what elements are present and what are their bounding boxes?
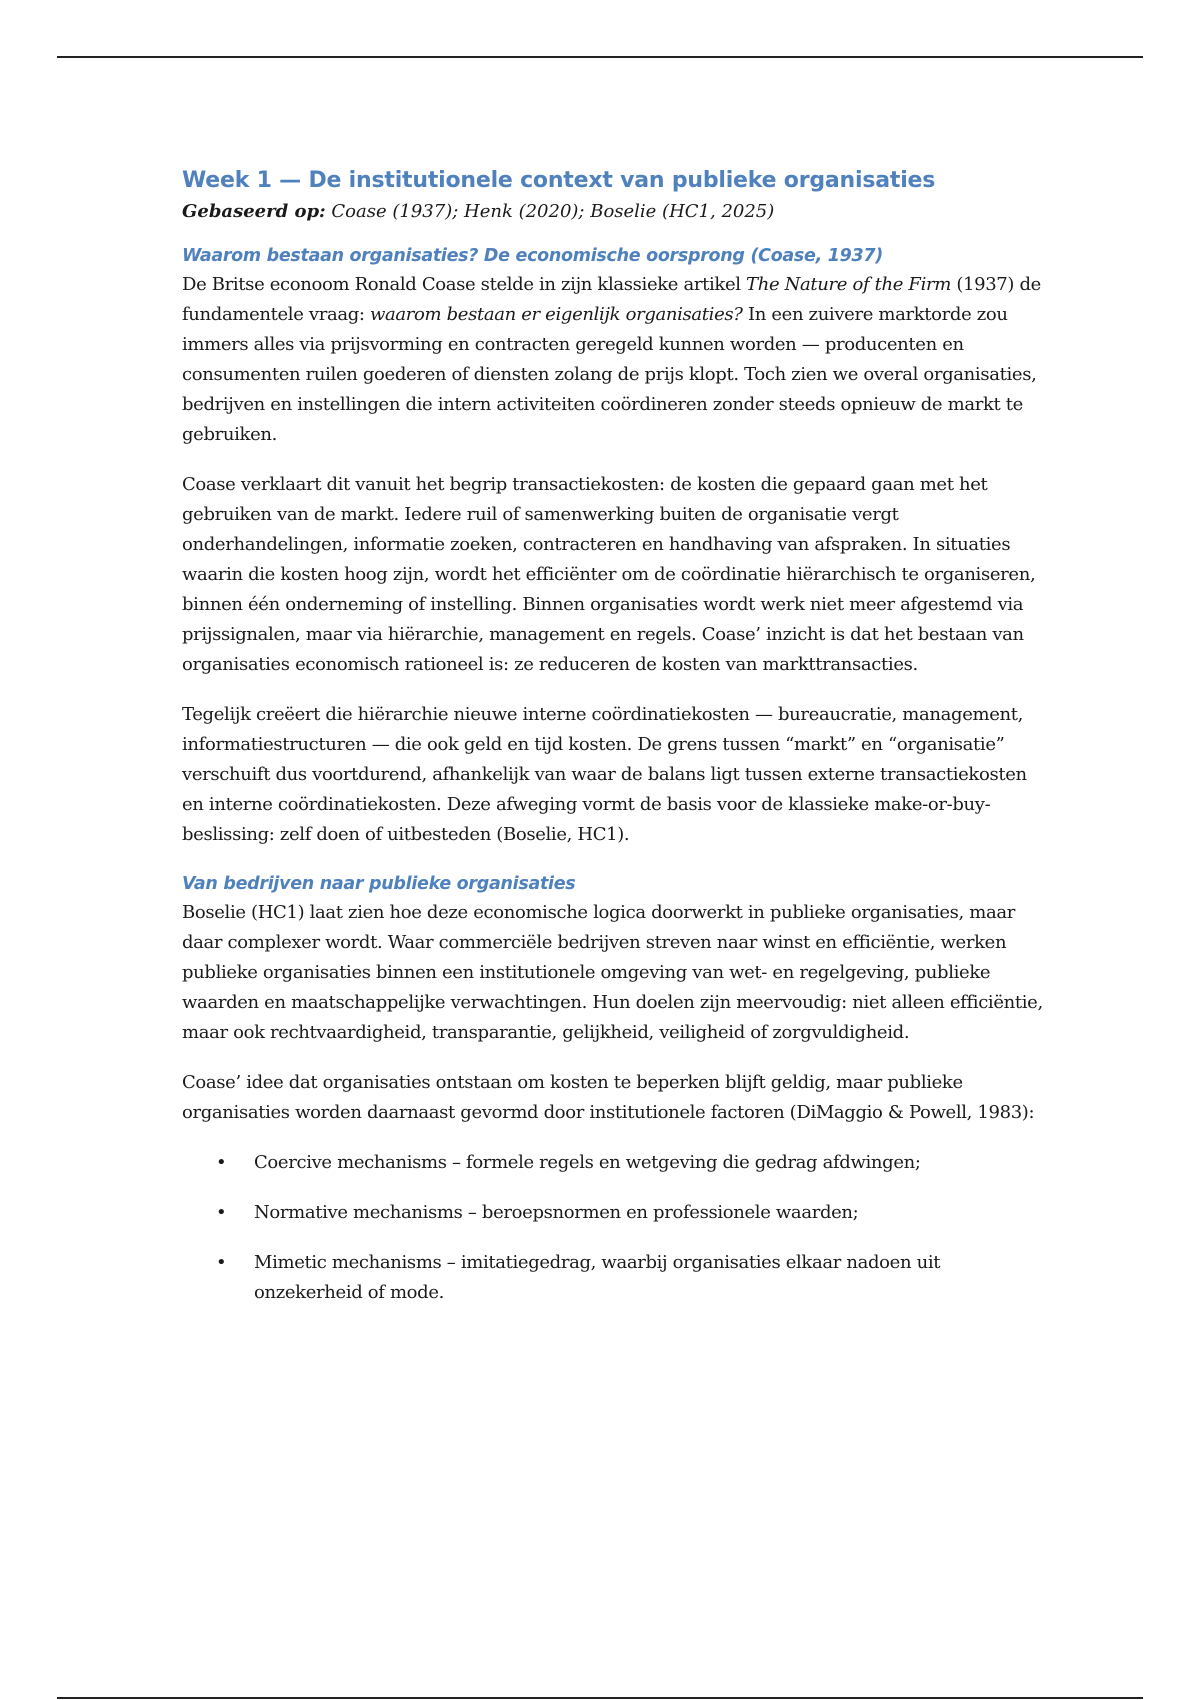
- list-item-mimetic: [182, 1248, 1052, 1308]
- document-title: Week 1 — De institutionele context van publieke organisaties: [182, 168, 936, 193]
- document-body: [182, 164, 1052, 1328]
- article-title: The Nature of the Firm: [746, 274, 951, 295]
- header-rule: [57, 56, 1143, 58]
- paragraph-coase-intro: [182, 270, 1052, 450]
- paragraph-text: (1937) de fundamentele vraag:: [182, 274, 1041, 325]
- section-heading-public: Van bedrijven naar publieke organisaties: [182, 874, 576, 894]
- list-item-normative: [182, 1198, 1052, 1228]
- list-item-text: Coercive mechanisms – formele regels en wetgeving die gedrag afdwingen;: [254, 1152, 921, 1173]
- paragraph-institutional-factors: Coase’ idee dat organisaties ontstaan om kosten te beperken blijft geldig, maar publieke organisaties worden daarnaast gevormd door institutionele factoren (DiMaggio & Powell, 1983):: [182, 1072, 1035, 1123]
- paragraph-public-organisations: Boselie (HC1) laat zien hoe deze economische logica doorwerkt in publieke organisaties, maar daar complexer wordt. Waar commerciële bedrijven streven naar winst en efficiëntie, werken publieke organisaties binnen een institutionele omgeving van wet- en regelgeving, publieke waarden en maatschappelijke verwachtingen. Hun doelen zijn meervoudig: niet alleen efficiëntie, maar ook rechtvaardigheid, transparantie, gelijkheid, veiligheid of zorgvuldigheid.: [182, 902, 1043, 1043]
- paragraph-text: De Britse econoom Ronald Coase stelde in zijn klassieke artikel: [182, 274, 747, 295]
- mechanisms-list: [182, 1148, 1052, 1308]
- bullet-icon: •: [216, 1252, 227, 1273]
- based-on-sources: Coase (1937); Henk (2020); Boselie (HC1, 2025): [325, 201, 775, 222]
- paragraph-transaction-costs: Coase verklaart dit vanuit het begrip transactiekosten: de kosten die gepaard gaan met het gebruiken van de markt. Iedere ruil of samenwerking buiten de organisatie vergt onderhandelingen, informatie zoeken, contracteren en handhaving van afspraken. In situaties waarin die kosten hoog zijn, wordt het efficiënter om de coördinatie hiërarchisch te organiseren, binnen één onderneming of instelling. Binnen organisaties wordt werk niet meer afgestemd via prijssignalen, maar via hiërarchie, management en regels. Coase’ inzicht is dat het bestaan van organisaties economisch rationeel is: ze reduceren de kosten van markttransacties.: [182, 474, 1036, 675]
- footer-rule: [57, 1697, 1143, 1699]
- list-item-text: Normative mechanisms – beroepsnormen en professionele waarden;: [254, 1202, 859, 1223]
- based-on-label: Gebaseerd op:: [182, 201, 326, 222]
- section-heading-coase: Waarom bestaan organisaties? De economische oorsprong (Coase, 1937): [182, 246, 883, 266]
- list-item-coercive: [182, 1148, 1052, 1178]
- paragraph-text: In een zuivere marktorde zou immers alles via prijsvorming en contracten geregeld kunnen worden — producenten en consumenten ruilen goederen of diensten zolang de prijs klopt. Toch zien we overal organisaties, bedrijven en instellingen die intern activiteiten coördineren zonder steeds opnieuw de markt te gebruiken.: [182, 304, 1037, 445]
- bullet-icon: •: [216, 1202, 227, 1223]
- based-on-line: [182, 198, 1052, 226]
- bullet-icon: •: [216, 1152, 227, 1173]
- list-item-text: Mimetic mechanisms – imitatiegedrag, waarbij organisaties elkaar nadoen uit onzekerheid of mode.: [254, 1252, 941, 1303]
- paragraph-coordination-costs: Tegelijk creëert die hiërarchie nieuwe interne coördinatiekosten — bureaucratie, management, informatiestructuren — die ook geld en tijd kosten. De grens tussen “markt” en “organisatie” verschuift dus voortdurend, afhankelijk van waar de balans ligt tussen externe transactiekosten en interne coördinatiekosten. Deze afweging vormt de basis voor de klassieke make-or-buy-beslissing: zelf doen of uitbesteden (Boselie, HC1).: [182, 704, 1027, 845]
- key-question: waarom bestaan er eigenlijk organisaties?: [369, 304, 743, 325]
